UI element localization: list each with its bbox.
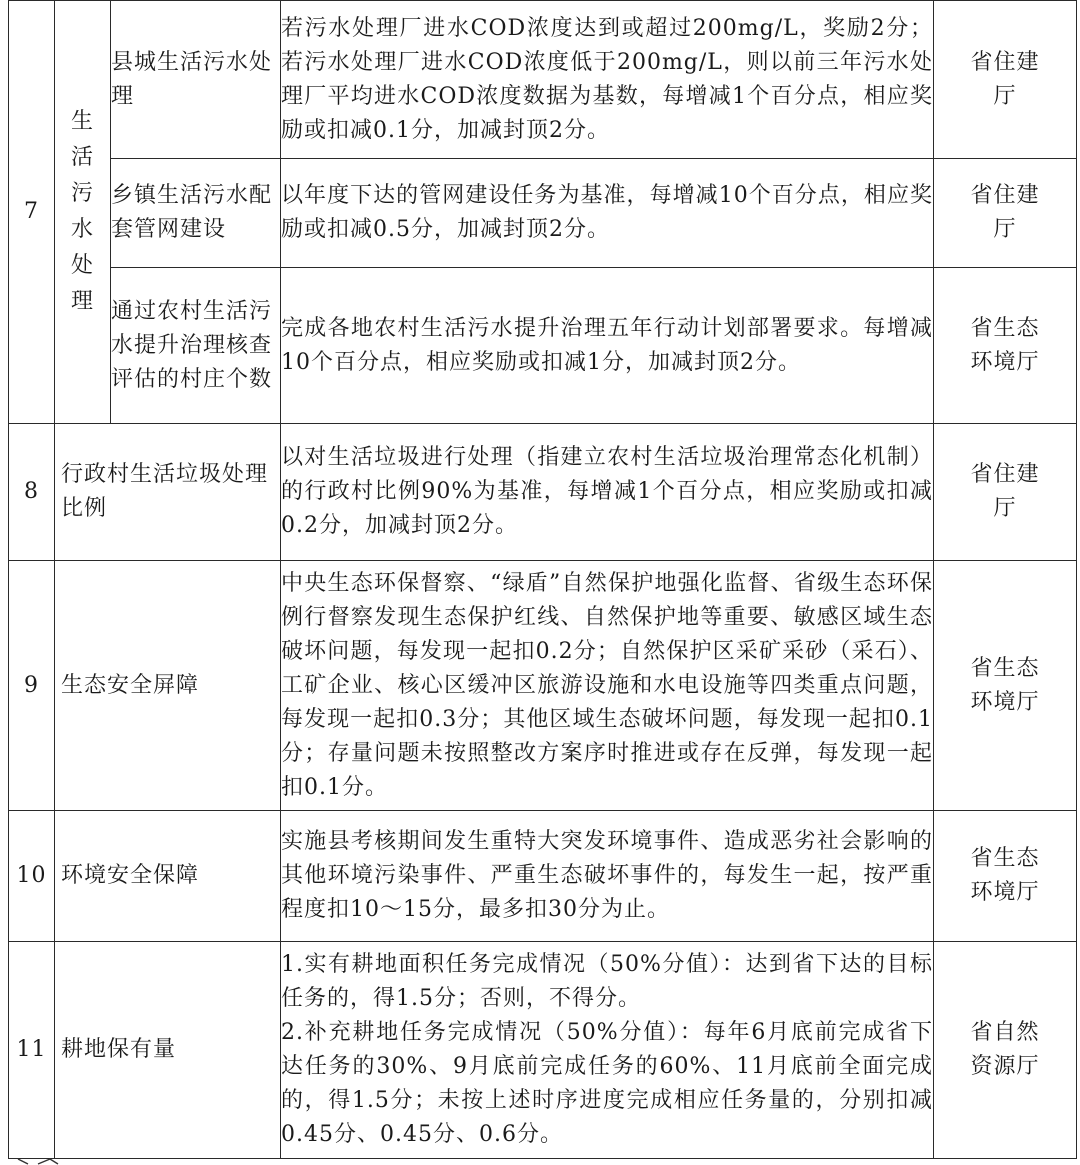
dept-cell xyxy=(934,1,1077,159)
standard-cell: 完成各地农村生活污水提升治理五年行动计划部署要求。每增减10个百分点，相应奖励或扣减1分，加减封顶2分。 xyxy=(281,268,934,424)
table-row xyxy=(9,268,1077,424)
row-number: 10 xyxy=(9,811,55,942)
standard-line: 1.实有耕地面积任务完成情况（50%分值）：达到省下达的目标任务的，得1.5分；否则，不得分。 xyxy=(281,952,933,1011)
table-row xyxy=(9,561,1077,811)
standard-cell: 实施县考核期间发生重特大突发环境事件、造成恶劣社会影响的其他环境污染事件、严重生态破坏事件的，每发生一起，按严重程度扣10～15分，最多扣30分为止。 xyxy=(281,811,934,942)
item-cell: 环境安全保障 xyxy=(55,811,281,942)
dept-label: 省住建厅 xyxy=(970,183,1040,242)
item-cell: 行政村生活垃圾处理比例 xyxy=(55,424,281,561)
table-row xyxy=(9,1,1077,159)
dept-label: 省自然资源厅 xyxy=(970,1020,1040,1079)
row-number: 8 xyxy=(9,424,55,561)
dept-label: 省住建厅 xyxy=(970,462,1040,521)
row-number: 11 xyxy=(9,942,55,1159)
standard-cell: 中央生态环保督察、“绿盾”自然保护地强化监督、省级生态环保例行督察发现生态保护红线、自然保护地等重要、敏感区域生态破坏问题，每发现一起扣0.2分；自然保护区采矿采砂（采石）、工矿企业、核心区缓冲区旅游设施和水电设施等四类重点问题，每发现一起扣0.3分；其他区域生态破坏问题，每发现一起扣0.1分；存量问题未按照整改方案序时推进或存在反弹，每发现一起扣0.1分。 xyxy=(281,561,934,811)
dept-label: 省生态环境厅 xyxy=(970,655,1040,715)
dept-cell xyxy=(934,942,1077,1159)
item-cell: 乡镇生活污水配套管网建设 xyxy=(111,159,281,268)
table-row xyxy=(9,424,1077,561)
dept-label: 省生态环境厅 xyxy=(970,846,1040,905)
category-label: 生活污水处理 xyxy=(70,109,94,314)
table-row xyxy=(9,159,1077,268)
dept-label: 省生态环境厅 xyxy=(970,315,1040,375)
item-cell: 通过农村生活污水提升治理核查评估的村庄个数 xyxy=(111,268,281,424)
table-row xyxy=(9,811,1077,942)
standard-cell: 若污水处理厂进水COD浓度达到或超过200mg/L，奖励2分；若污水处理厂进水COD浓度低于200mg/L，则以前三年污水处理厂平均进水COD浓度数据为基数，每增减1个百分点，相应奖励或扣减0.1分，加减封顶2分。 xyxy=(281,1,934,159)
row-number: 9 xyxy=(9,561,55,811)
item-cell: 耕地保有量 xyxy=(55,942,281,1159)
item-cell: 县城生活污水处理 xyxy=(111,1,281,159)
category-cell xyxy=(55,1,111,424)
row-number: 7 xyxy=(9,1,55,424)
dept-cell xyxy=(934,811,1077,942)
dept-cell xyxy=(934,268,1077,424)
standard-cell xyxy=(281,942,934,1159)
dept-cell xyxy=(934,424,1077,561)
standard-line: 2.补充耕地任务完成情况（50%分值）：每年6月底前完成省下达任务的30%、9月底前完成任务的60%、11月底前全面完成的，得1.5分；未按上述时序进度完成相应任务量的，分别扣减0.45分、0.45分、0.6分。 xyxy=(281,1020,933,1147)
cropped-text-fragment xyxy=(8,1158,68,1165)
dept-cell xyxy=(934,159,1077,268)
dept-label: 省住建厅 xyxy=(970,49,1040,109)
dept-cell xyxy=(934,561,1077,811)
item-cell: 生态安全屏障 xyxy=(55,561,281,811)
assessment-table xyxy=(8,0,1077,1159)
table-row xyxy=(9,942,1077,1159)
standard-cell: 以对生活垃圾进行处理（指建立农村生活垃圾治理常态化机制）的行政村比例90%为基准，每增减1个百分点，相应奖励或扣减0.2分，加减封顶2分。 xyxy=(281,424,934,561)
standard-cell: 以年度下达的管网建设任务为基准，每增减10个百分点，相应奖励或扣减0.5分，加减封顶2分。 xyxy=(281,159,934,268)
